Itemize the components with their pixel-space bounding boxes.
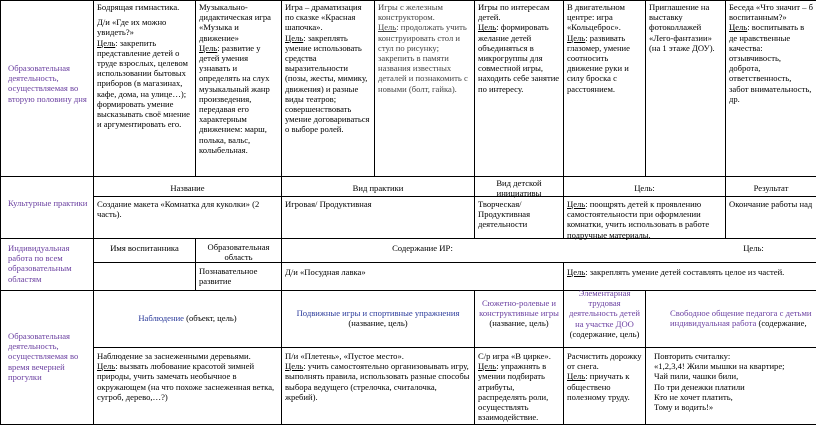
header-suffix: (содержание, цель) — [569, 328, 640, 339]
rhyme-line: «1,2,3,4! Жили мышки на квартире; — [654, 361, 785, 372]
goal-label: Цель — [478, 361, 497, 372]
rhyme-line: По три денежки платили — [654, 381, 745, 392]
goal-text: : поощрять детей к проявлению самостоятельности при оформлении комнатки, учить использовать в работе подручные материалы. — [567, 199, 710, 240]
goal-label: Цель — [285, 361, 304, 372]
grid-line — [93, 347, 816, 348]
individual-header-pupil: Имя воспитанника — [110, 243, 179, 253]
afternoon-cell-8 — [726, 1, 816, 176]
afternoon-cell-4 — [375, 1, 474, 176]
afternoon-cell-7 — [646, 1, 725, 176]
individual-area: Познавательное развитие — [199, 266, 258, 287]
goal-text: : развитие у детей умения узнавать и определять на слух музыкальный жанр произведения, передавая его характерным движением: марш, полька, вальс, колыбельная. — [199, 42, 270, 155]
afternoon-cell-5 — [475, 1, 563, 176]
goal-label: Цель — [567, 371, 586, 382]
row-label-afternoon: Образовательная деятельность, осуществляемая во вторую половину дня — [8, 63, 87, 104]
grid-line — [93, 196, 816, 197]
cultural-result: Окончание работы над — [729, 199, 813, 209]
goal-text: : развивать глазомер, умение соотносить движение руки и силу броска с расстоянием. — [567, 32, 630, 94]
evening-header-games — [282, 307, 474, 329]
goal-text: : закрепить представление детей о труде взрослых, целевом использовании бытовых приборов (в магазинах, кафе, дома, на улице…); формировать умение высказывать своё мнение и аргументировать его. — [97, 37, 190, 130]
cell-title: Музыкально-дидактическая игра «Музыка и движение» — [199, 2, 271, 43]
goal-label: Цель — [567, 32, 586, 43]
goal-label: Цель — [97, 361, 116, 372]
evening-communication — [646, 350, 816, 413]
evening-observation — [94, 350, 281, 403]
cell-title: П/и «Плетень», «Пустое место». — [285, 351, 404, 361]
evening-roleplay — [475, 350, 563, 423]
goal-text: : упражнять в умении подбирать атрибуты, распределять роли, осуществлять взаимодействие. — [478, 361, 549, 423]
header-suffix: (содержание, — [756, 318, 807, 329]
row-label-cultural: Культурные практики — [8, 198, 88, 208]
goal-label: Цель — [478, 22, 497, 33]
header-title: Наблюдение — [138, 313, 184, 323]
evening-header-communication — [646, 307, 816, 329]
goal-text: : приучать к обществено полезному труду. — [567, 371, 630, 402]
evening-header-roleplay — [475, 297, 563, 330]
cell-title: Игры с железным конструктором. — [378, 2, 443, 23]
cell-title: Бодрящая гимнастика. — [97, 2, 180, 12]
header-suffix: (объект, цель) — [183, 313, 237, 323]
goal-label: Цель — [729, 22, 748, 33]
grid-line — [0, 0, 1, 425]
cell-line: Д/и «Где их можно увидеть?» — [97, 17, 167, 38]
cell-title: Игры по интересам детей. — [478, 2, 550, 23]
cultural-header-activity: Вид детской инициативы — [496, 178, 542, 199]
afternoon-cell-6 — [564, 1, 645, 176]
goal-label: Цель — [285, 32, 304, 43]
goal-text: : закреплять умение детей составлять целое из частей. — [585, 267, 785, 277]
goal-text: : воспитывать в де нравственные качества: отзывчивость, доброта, ответственность, забот внимательность, др. — [729, 22, 812, 104]
row-label-individual: Индивидуальная работа по всем образовательным областям — [8, 243, 72, 284]
cultural-header-name: Название — [170, 183, 205, 193]
cultural-goal — [564, 198, 725, 241]
header-title: Свободное общение педагога с детьми индивидуальная работа — [670, 308, 812, 329]
cell-title: В двигательном центре: игра «Кольцеброс». — [567, 2, 625, 33]
cultural-header-goal: Цель: — [634, 183, 655, 193]
cultural-name: Создание макета «Комнатка для куколки» (2 часть). — [97, 199, 260, 220]
goal-label: Цель — [567, 267, 586, 277]
rhyme-line: Чай пили, чашки били, — [654, 371, 739, 382]
individual-header-content: Содержание ИР: — [392, 243, 453, 253]
cell-title: С/р игра «В цирке». — [478, 351, 551, 361]
cultural-header-result: Результат — [753, 183, 789, 193]
goal-label: Цель — [378, 22, 397, 33]
rhyme-line: Тому и водить!» — [654, 402, 714, 413]
cultural-header-type: Вид практики — [352, 183, 404, 193]
goal-text: : закреплять умение использовать средства выразительности (позы, жесты, мимику, движения) и разные виды театров; совершенствовать умение договариваться о выборе ролей. — [285, 32, 370, 135]
cell-title: Беседа «Что значит – б воспитанным?» — [729, 2, 813, 23]
header-title: Сюжетно-ролевые и конструктивные игры — [479, 298, 559, 319]
goal-text: : формировать желание детей объединяться в микрогруппы для совместной игры, находить себе занятие по интересу. — [478, 22, 560, 94]
cell-title: Приглашение на выставку фотоколлажей «Лего-фантазии» (на 1 этаже ДОУ). — [649, 2, 715, 53]
evening-games — [282, 350, 474, 403]
rhyme-line: Кто не хочет платить, — [654, 391, 733, 402]
cultural-activity: Творческая/ Продуктивная деятельности — [478, 199, 531, 230]
cell-title: Игра – драматизация по сказке «Красная шапочка». — [285, 2, 362, 33]
goal-text: : учить самостоятельно организовывать игру, выполнять правила, использовать разные способы выбора ведущего (стрелочка, считалочка, жребий). — [285, 361, 470, 402]
row-label-evening: Образовательная деятельность, осуществляемая во время вечерней прогулки — [8, 331, 79, 382]
cell-title: Расчистить дорожку от снега. — [567, 351, 642, 372]
individual-header-area: Образовательная область — [207, 242, 270, 263]
goal-label: Цель — [199, 42, 218, 53]
header-suffix: (название, цель) — [489, 318, 549, 329]
cultural-type: Игровая/ Продуктивная — [285, 199, 372, 209]
individual-header-goal: Цель: — [743, 243, 764, 253]
evening-labor — [564, 350, 645, 403]
individual-content: Д/и «Посудная лавка» — [285, 267, 366, 277]
cell-title: Повторить считалку: — [654, 351, 731, 361]
header-suffix: (название, цель) — [348, 318, 408, 329]
goal-label: Цель — [567, 199, 586, 209]
grid-line — [0, 290, 816, 291]
header-title: Подвижные игры и спортивные упражнения — [296, 308, 460, 318]
grid-line — [0, 424, 816, 425]
afternoon-cell-3 — [282, 1, 374, 176]
evening-header-observation — [94, 312, 281, 324]
grid-line — [0, 176, 816, 177]
goal-label: Цель — [97, 37, 116, 48]
goal-text: : вызвать любование красотой зимней природы, учить замечать необычное в окружающем (на что похоже заснеженная ветка, сугроб, дерево,…?) — [97, 361, 275, 402]
evening-header-labor — [564, 287, 645, 340]
header-title: Элементарная трудовая деятельность детей на участке ДОО — [568, 288, 641, 329]
individual-goal — [564, 266, 816, 278]
afternoon-cell-1 — [94, 1, 195, 176]
cell-title: Наблюдение за заснеженными деревьями. — [97, 351, 251, 361]
goal-text: : продолжать учить конструировать стол и стул по рисунку; закрепить в памяти названия известных деталей и познакомить с новыми (болт, гайка). — [378, 22, 468, 94]
afternoon-cell-2 — [196, 1, 281, 176]
